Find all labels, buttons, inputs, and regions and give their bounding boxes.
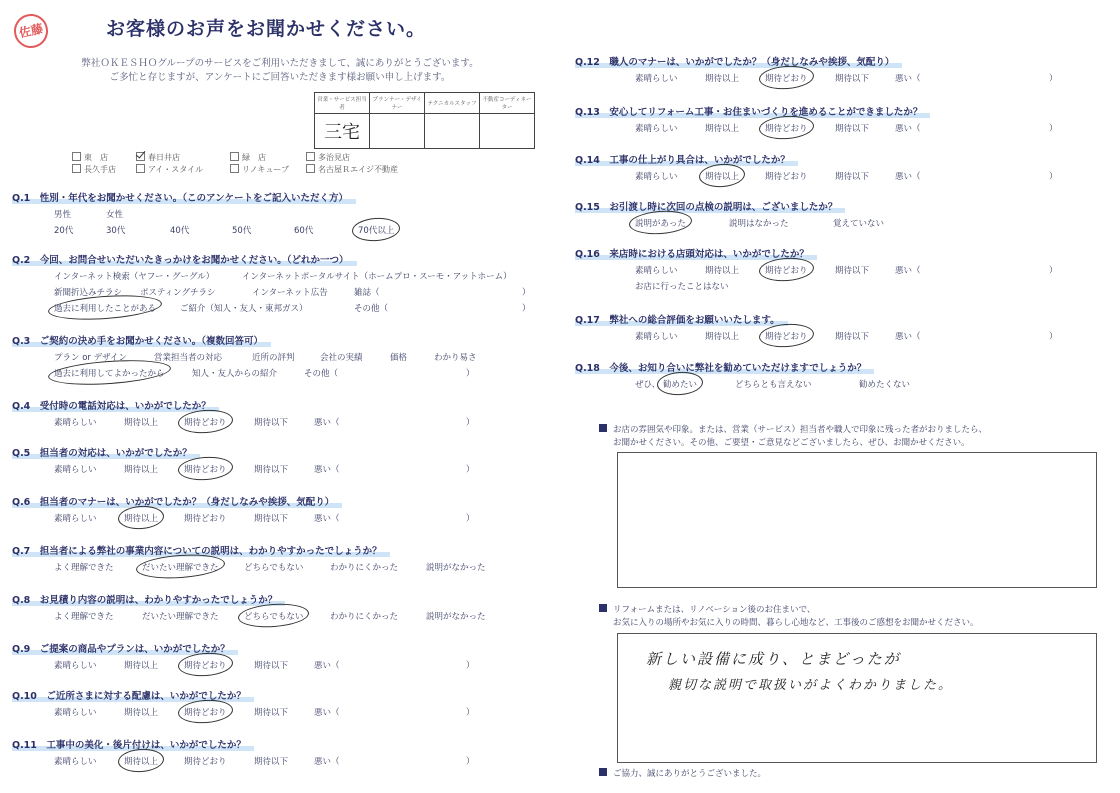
question-q1 (12, 190, 356, 204)
store-label: 緑 店 (242, 153, 266, 162)
answer-option[interactable]: 覚えていない (833, 219, 885, 229)
answer-option[interactable]: ） (466, 418, 475, 428)
answer-option[interactable]: わかりにくかった (330, 612, 399, 622)
page-title: お客様のお声をお聞かせください。 (106, 18, 427, 40)
answer-option[interactable]: 説明がなかった (426, 563, 486, 573)
answer-option-selected[interactable]: どちらでもない (244, 612, 304, 622)
answer-option-selected[interactable]: 期待以上 (124, 514, 159, 524)
question-text: Q.4 受付時の電話対応は、いかがでしたか？ (12, 401, 219, 412)
answer-option[interactable]: 悪い（ (314, 514, 340, 524)
answer-option[interactable]: 期待以下 (254, 418, 289, 428)
answer-option[interactable]: インターネットポータルサイト（ホームプロ・スーモ・アットホーム） (242, 272, 512, 282)
answer-option[interactable]: 雑誌（ (354, 288, 380, 298)
answer-option-selected[interactable]: 期待どおり (765, 124, 808, 134)
store-label: リノキューブ (242, 165, 289, 174)
question-q2 (12, 252, 357, 266)
answer-option[interactable]: ） (466, 465, 475, 475)
answer-option[interactable]: インターネット検索（ヤフー・グーグル） (54, 272, 215, 282)
answer-option-selected[interactable]: 70代以上 (358, 226, 395, 236)
comment1-line1: お店の雰囲気や印象。または、営業（サービス）担当者や職人で印象に残った者がおりましたら、 (613, 425, 988, 435)
answer-option[interactable]: 営業担当者の対応 (154, 353, 223, 363)
question-text: Q.15 お引渡し時に次回の点検の説明は、ございましたか？ (575, 202, 845, 213)
answer-option[interactable]: 期待以下 (835, 172, 870, 182)
store-label: 多治見店 (318, 153, 350, 162)
answer-option[interactable]: 期待以上 (705, 74, 740, 84)
answer-option[interactable]: 勧めたくない (859, 380, 911, 390)
staff-header: 営業・サービス担当者 (315, 93, 370, 114)
answer-option[interactable]: 悪い（ (314, 661, 340, 671)
answer-option[interactable]: 素晴らしい (54, 465, 97, 475)
question-text: Q.17 弊社への総合評価をお願いいたします。 (575, 315, 788, 326)
comment2-line2: お気に入りの場所やお気に入りの時間、暮らし心地など、工事後のご感想をお聞かせください。 (613, 618, 979, 628)
question-q12 (575, 54, 902, 68)
answer-option-selected[interactable]: 期待どおり (184, 418, 227, 428)
answer-option[interactable]: 60代 (294, 226, 314, 236)
answer-option[interactable]: 期待以下 (835, 332, 870, 342)
answer-option[interactable]: ） (1049, 172, 1058, 182)
answer-option[interactable]: だいたい理解できた (142, 612, 219, 622)
question-text: Q.11 工事中の美化・後片付けは、いかがでしたか？ (12, 740, 254, 751)
question-q4 (12, 398, 219, 412)
answer-option-selected[interactable]: だいたい理解できた (142, 563, 219, 573)
store-option[interactable] (72, 152, 108, 163)
answer-option[interactable]: ） (466, 514, 475, 524)
staff-table (314, 92, 535, 149)
answer-option[interactable]: 悪い（ (895, 124, 921, 134)
question-text: Q.2 今回、お問合せいただいたきっかけをお聞かせください。（どれか一つ） (12, 255, 357, 266)
answer-option[interactable]: ） (1049, 332, 1058, 342)
answer-option[interactable]: 新聞折込みチラシ (54, 288, 123, 298)
answer-option[interactable]: お店に行ったことはない (635, 282, 729, 292)
answer-option[interactable]: 素晴らしい (635, 124, 678, 134)
question-q8 (12, 592, 285, 606)
answer-option[interactable]: ポスティングチラシ (140, 288, 216, 298)
answer-option[interactable]: 素晴らしい (635, 332, 678, 342)
question-text: Q.18 今後、お知り合いに弊社を勧めていただけますでしょうか？ (575, 363, 874, 374)
answer-option[interactable]: 期待以下 (254, 708, 289, 718)
answer-option[interactable]: ） (522, 288, 531, 298)
answer-option-selected[interactable]: 期待どおり (184, 465, 227, 475)
question-text: Q.13 安心してリフォーム工事・お住まいづくりを進めることができましたか？ (575, 107, 930, 118)
answer-option[interactable]: 期待以下 (835, 124, 870, 134)
answer-option-selected[interactable]: 期待どおり (184, 661, 227, 671)
answer-option[interactable]: 説明はなかった (729, 219, 789, 229)
answer-option[interactable]: その他（ (354, 304, 389, 314)
question-text: Q.7 担当者による弊社の事業内容についての説明は、わかりやすかったでしょうか？ (12, 546, 390, 557)
staff-value-planner[interactable] (370, 114, 425, 149)
answer-option[interactable]: 悪い（ (314, 418, 340, 428)
answer-option[interactable]: 女性 (106, 210, 124, 220)
comment1-box[interactable] (617, 452, 1097, 588)
answer-option[interactable]: 期待以下 (254, 465, 289, 475)
checkbox-icon[interactable] (230, 164, 239, 173)
answer-option[interactable]: 期待どおり (184, 514, 227, 524)
question-q3 (12, 333, 271, 347)
checkbox-icon[interactable] (306, 152, 315, 161)
answer-option[interactable]: 知人・友人からの紹介 (192, 369, 278, 379)
store-option[interactable] (136, 152, 180, 163)
answer-option[interactable]: ） (1049, 266, 1058, 276)
staff-header: テクニカルスタッフ (425, 93, 480, 114)
question-text: Q.12 職人のマナーは、いかがでしたか？（身だしなみや挨拶、気配り） (575, 57, 902, 68)
answer-option[interactable]: 期待以下 (835, 266, 870, 276)
answer-option[interactable]: 素晴らしい (54, 708, 97, 718)
square-bullet-icon (599, 768, 607, 776)
answer-option[interactable]: ） (466, 661, 475, 671)
answer-option[interactable]: 男性 (54, 210, 72, 220)
answer-option[interactable]: ） (522, 304, 531, 314)
answer-option[interactable]: よく理解できた (54, 612, 114, 622)
answer-option[interactable]: 期待どおり (184, 757, 227, 767)
answer-option[interactable]: 20代 (54, 226, 74, 236)
answer-option[interactable]: 悪い（ (895, 266, 921, 276)
staff-value-realestate[interactable] (480, 114, 535, 149)
question-text: Q.9 ご提案の商品やプランは、いかがでしたか？ (12, 644, 238, 655)
answer-option[interactable]: 30代 (106, 226, 126, 236)
answer-option[interactable]: 価格 (390, 353, 408, 363)
answer-option-selected[interactable]: 過去に利用したことがある (54, 304, 157, 314)
footer-text: ご協力、誠にありがとうございました。 (613, 769, 767, 779)
answer-option[interactable]: 40代 (170, 226, 190, 236)
store-option[interactable] (230, 164, 289, 175)
answer-option[interactable]: プラン or デザイン (54, 353, 128, 363)
answer-option[interactable]: 期待以上 (124, 661, 159, 671)
answer-option[interactable]: 期待以上 (124, 708, 159, 718)
answer-option[interactable]: 会社の実績 (320, 353, 363, 363)
answer-option[interactable]: 期待どおり (765, 172, 808, 182)
answer-option-selected[interactable]: 期待どおり (765, 74, 808, 84)
answer-option[interactable]: 期待以上 (705, 266, 740, 276)
answer-option[interactable]: 素晴らしい (635, 172, 678, 182)
comment2-answer-line2: 親切な説明で取扱いがよくわかりました。 (668, 678, 954, 693)
answer-option[interactable]: 素晴らしい (54, 661, 97, 671)
store-option[interactable] (72, 164, 116, 175)
question-q15 (575, 199, 845, 213)
answer-option-selected[interactable]: 過去に利用してよかったから (54, 369, 165, 379)
answer-option[interactable]: 期待以下 (254, 757, 289, 767)
answer-option[interactable]: 悪い（ (314, 708, 340, 718)
answer-option[interactable]: 近所の評判 (252, 353, 295, 363)
answer-option[interactable]: 悪い（ (895, 74, 921, 84)
answer-option[interactable]: わかり易さ (434, 353, 477, 363)
answer-option[interactable]: ） (466, 708, 475, 718)
answer-option-selected[interactable]: 期待以上 (705, 172, 740, 182)
answer-option-selected[interactable]: 期待以上 (124, 757, 159, 767)
answer-option[interactable]: ） (466, 757, 475, 767)
answer-option[interactable]: ） (466, 369, 475, 379)
answer-option[interactable]: 悪い（ (314, 465, 340, 475)
answer-option[interactable]: ） (1049, 124, 1058, 134)
intro-line-2: ご多忙と存じますが、アンケートにご回答いただきます様お願い申し上げます。 (109, 72, 451, 83)
answer-option-selected[interactable]: 勧めたい (663, 380, 698, 390)
comment2-line1: リフォームまたは、リノベーション後のお住まいで、 (613, 605, 816, 615)
answer-option[interactable]: 悪い（ (895, 172, 921, 182)
answer-option[interactable]: わかりにくかった (330, 563, 399, 573)
comment2-prompt (599, 604, 979, 630)
answer-option[interactable]: インターネット広告 (252, 288, 328, 298)
answer-option[interactable]: ぜひ、 (635, 380, 661, 390)
answer-option[interactable]: 悪い（ (895, 332, 921, 342)
question-text: Q.1 性別・年代をお聞かせください。（このアンケートをご記入いただく方） (12, 193, 356, 204)
answer-option[interactable]: どちらでもない (244, 563, 304, 573)
comment1-line2: お聞かせください。その他、ご要望・ご意見などございましたら、ぜひ、お聞かせください。 (613, 438, 970, 448)
question-text: Q.8 お見積り内容の説明は、わかりやすかったでしょうか？ (12, 595, 285, 606)
comment2-answer-line1: 新しい設備に成り、とまどったが (646, 650, 901, 668)
square-bullet-icon (599, 424, 607, 432)
store-option[interactable] (306, 164, 398, 175)
answer-option[interactable]: 期待以上 (705, 124, 740, 134)
question-text: Q.10 ご近所さまに対する配慮は、いかがでしたか？ (12, 691, 254, 702)
question-q18 (575, 360, 874, 374)
staff-value-sales[interactable]: 三宅 (315, 114, 370, 149)
staff-header: 不動産コーディネーター (480, 93, 535, 114)
store-label: アイ・スタイル (148, 165, 204, 174)
question-q13 (575, 104, 930, 118)
question-q6 (12, 494, 342, 508)
checkbox-icon[interactable] (72, 164, 81, 173)
answer-option[interactable]: 期待以下 (254, 514, 289, 524)
answer-option-selected[interactable]: 期待どおり (184, 708, 227, 718)
answer-option[interactable]: 期待以上 (124, 465, 159, 475)
answer-option[interactable]: ご紹介（知人・友人・東邦ガス） (180, 304, 308, 314)
seal-stamp: 佐藤 (11, 11, 51, 51)
answer-option[interactable]: 説明がなかった (426, 612, 486, 622)
square-bullet-icon (599, 604, 607, 612)
question-text: Q.5 担当者の対応は、いかがでしたか？ (12, 448, 200, 459)
checkbox-icon[interactable] (72, 152, 81, 161)
question-q14 (575, 152, 798, 166)
checkbox-icon[interactable] (136, 164, 145, 173)
answer-option-selected[interactable]: 説明があった (635, 219, 686, 229)
question-text: Q.16 来店時における店頭対応は、いかがでしたか？ (575, 249, 817, 260)
answer-option[interactable]: 素晴らしい (635, 74, 678, 84)
answer-option[interactable]: 悪い（ (314, 757, 340, 767)
answer-option[interactable]: ） (1049, 74, 1058, 84)
question-text: Q.6 担当者のマナーは、いかがでしたか？（身だしなみや挨拶、気配り） (12, 497, 342, 508)
answer-option[interactable]: 期待以上 (124, 418, 159, 428)
answer-option-selected[interactable]: 期待どおり (765, 266, 808, 276)
checkbox-icon[interactable] (306, 164, 315, 173)
answer-option[interactable]: 期待以下 (254, 661, 289, 671)
answer-option[interactable]: 素晴らしい (54, 757, 97, 767)
question-q17 (575, 312, 788, 326)
answer-option[interactable]: 期待以下 (835, 74, 870, 84)
question-q5 (12, 445, 200, 459)
answer-option[interactable]: 素晴らしい (635, 266, 678, 276)
answer-option[interactable]: 素晴らしい (54, 514, 97, 524)
store-label: 春日井店 (148, 153, 180, 162)
staff-header: プランナー・デザイナー (370, 93, 425, 114)
comment1-prompt (599, 424, 987, 450)
staff-value-technical[interactable] (425, 114, 480, 149)
right-column (575, 0, 1120, 793)
footer-note (599, 768, 766, 781)
answer-option[interactable]: その他（ (304, 369, 339, 379)
store-option[interactable] (230, 152, 266, 163)
comment2-box[interactable] (617, 633, 1097, 763)
store-label: 長久手店 (84, 165, 116, 174)
answer-option[interactable]: よく理解できた (54, 563, 114, 573)
store-option[interactable] (306, 152, 350, 163)
answer-option-selected[interactable]: 期待どおり (765, 332, 808, 342)
question-text: Q.14 工事の仕上がり具合は、いかがでしたか？ (575, 155, 798, 166)
answer-option[interactable]: 50代 (232, 226, 252, 236)
store-option[interactable] (136, 164, 203, 175)
store-label: 東 店 (84, 153, 108, 162)
checkbox-icon[interactable] (230, 152, 239, 161)
intro-line-1: 弊社ＯＫＥＳＨＯグループのサービスをご利用いただきまして、誠にありがとうございます。 (81, 58, 479, 69)
checkbox-icon[interactable] (136, 152, 145, 161)
answer-option[interactable]: 素晴らしい (54, 418, 97, 428)
answer-option[interactable]: 期待以上 (705, 332, 740, 342)
store-label: 名古屋Ｒエイジ不動産 (318, 165, 398, 174)
answer-option[interactable]: どちらとも言えない (735, 380, 812, 390)
question-text: Q.3 ご契約の決め手をお聞かせください。（複数回答可） (12, 336, 271, 347)
